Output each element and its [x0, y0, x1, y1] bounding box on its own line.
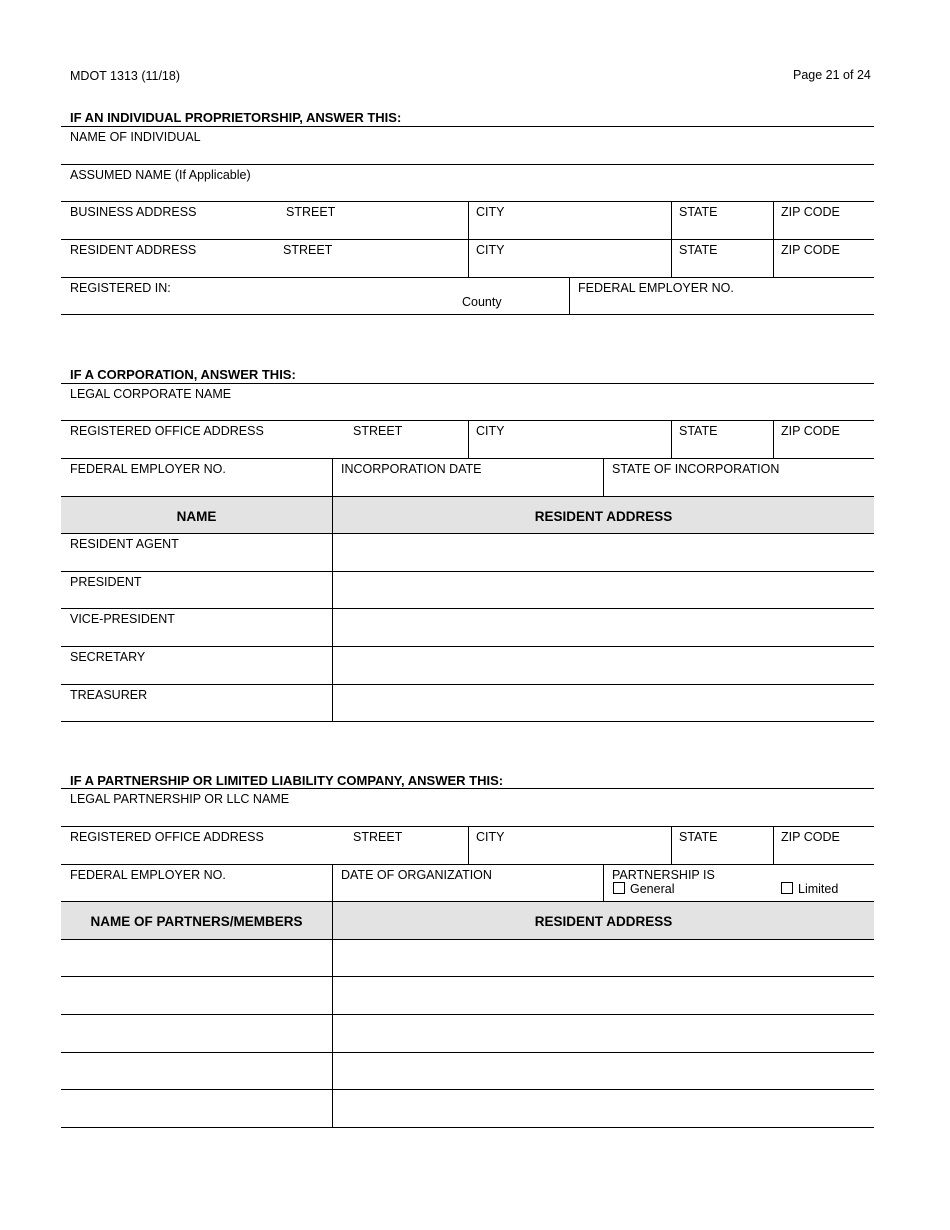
partner-name-cell[interactable] — [62, 977, 332, 1014]
corp-col-name-header: NAME — [176, 509, 217, 524]
llc-fein-field[interactable]: FEDERAL EMPLOYER NO. — [70, 868, 226, 882]
officer-resident-agent[interactable]: RESIDENT AGENT — [70, 537, 179, 551]
state-of-incorporation-field[interactable]: STATE OF INCORPORATION — [612, 462, 780, 476]
officer-secretary[interactable]: SECRETARY — [70, 650, 146, 664]
corp-office-address-field[interactable]: REGISTERED OFFICE ADDRESS — [70, 424, 264, 438]
business-city-field[interactable]: CITY — [476, 205, 505, 219]
individual-fein-field[interactable]: FEDERAL EMPLOYER NO. — [578, 281, 734, 295]
officer-vice-president[interactable]: VICE-PRESIDENT — [70, 612, 175, 626]
county-label: County — [462, 295, 502, 309]
business-address-field[interactable]: BUSINESS ADDRESS — [70, 205, 197, 219]
corporation-section-title: IF A CORPORATION, ANSWER THIS: — [70, 367, 296, 382]
corp-street-label: STREET — [353, 424, 403, 438]
business-street-label: STREET — [286, 205, 336, 219]
corp-col-address-header: RESIDENT ADDRESS — [534, 509, 673, 524]
partner-address-cell[interactable] — [333, 1015, 873, 1052]
officer-treasurer[interactable]: TREASURER — [70, 688, 148, 702]
general-label: General — [630, 882, 675, 896]
resident-street-label: STREET — [283, 243, 333, 257]
resident-state-field[interactable]: STATE — [679, 243, 718, 257]
partner-name-cell[interactable] — [62, 940, 332, 976]
corporate-name-field[interactable]: LEGAL CORPORATE NAME — [70, 387, 232, 401]
llc-state-field[interactable]: STATE — [679, 830, 718, 844]
registered-in-field[interactable]: REGISTERED IN: — [70, 281, 171, 295]
llc-city-field[interactable]: CITY — [476, 830, 505, 844]
partnership-is-label: PARTNERSHIP IS — [612, 868, 715, 882]
general-option[interactable] — [613, 882, 674, 896]
page-number: Page 21 of 24 — [793, 68, 871, 82]
resident-address-field[interactable]: RESIDENT ADDRESS — [70, 243, 197, 257]
partnership-name-field[interactable]: LEGAL PARTNERSHIP OR LLC NAME — [70, 792, 290, 806]
individual-name-field[interactable]: NAME OF INDIVIDUAL — [70, 130, 201, 144]
limited-checkbox[interactable] — [781, 882, 793, 894]
partner-name-cell[interactable] — [62, 1090, 332, 1127]
general-checkbox[interactable] — [613, 882, 625, 894]
partner-name-cell[interactable] — [62, 1015, 332, 1052]
llc-col-name-header: NAME OF PARTNERS/MEMBERS — [90, 914, 303, 929]
corp-zip-field[interactable]: ZIP CODE — [781, 424, 840, 438]
business-zip-field[interactable]: ZIP CODE — [781, 205, 840, 219]
partner-address-cell[interactable] — [333, 940, 873, 976]
resident-city-field[interactable]: CITY — [476, 243, 505, 257]
individual-section-title: IF AN INDIVIDUAL PROPRIETORSHIP, ANSWER THIS: — [70, 110, 402, 125]
llc-col-address-header: RESIDENT ADDRESS — [534, 914, 673, 929]
limited-label: Limited — [798, 882, 839, 896]
officer-president[interactable]: PRESIDENT — [70, 575, 142, 589]
corp-city-field[interactable]: CITY — [476, 424, 505, 438]
corp-state-field[interactable]: STATE — [679, 424, 718, 438]
incorporation-date-field[interactable]: INCORPORATION DATE — [341, 462, 482, 476]
llc-street-label: STREET — [353, 830, 403, 844]
partner-name-cell[interactable] — [62, 1053, 332, 1089]
partnership-section-title: IF A PARTNERSHIP OR LIMITED LIABILITY COMPANY, ANSWER THIS: — [70, 773, 504, 788]
resident-zip-field[interactable]: ZIP CODE — [781, 243, 840, 257]
partner-address-cell[interactable] — [333, 1090, 873, 1127]
partner-address-cell[interactable] — [333, 977, 873, 1014]
llc-office-address-field[interactable]: REGISTERED OFFICE ADDRESS — [70, 830, 264, 844]
llc-zip-field[interactable]: ZIP CODE — [781, 830, 840, 844]
corp-fein-field[interactable]: FEDERAL EMPLOYER NO. — [70, 462, 226, 476]
business-state-field[interactable]: STATE — [679, 205, 718, 219]
assumed-name-field[interactable]: ASSUMED NAME (If Applicable) — [70, 168, 251, 182]
limited-option[interactable] — [781, 882, 838, 896]
form-id: MDOT 1313 (11/18) — [70, 69, 181, 83]
date-of-organization-field[interactable]: DATE OF ORGANIZATION — [341, 868, 492, 882]
partner-address-cell[interactable] — [333, 1053, 873, 1089]
